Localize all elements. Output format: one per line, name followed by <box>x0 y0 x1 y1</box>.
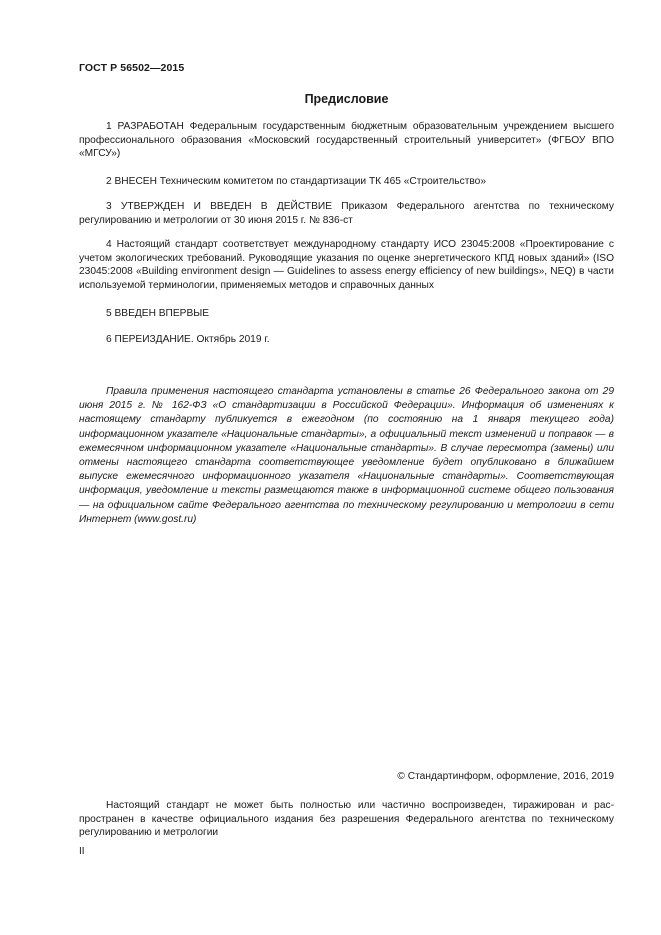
page-number: II <box>79 846 85 857</box>
copyright-line: © Стандартинформ, оформление, 2016, 2019 <box>397 771 614 782</box>
reproduction-notice: Настоящий стандарт не может быть полностью или частично воспроизведен, тиражирован и распространен в качестве официального издания без разрешения Федерального агентства по техническому регулированию и метрологии <box>79 800 614 839</box>
foreword-item-5: 5 ВВЕДЕН ВПЕРВЫЕ <box>106 308 210 319</box>
foreword-item-3: 3 УТВЕРЖДЕН И ВВЕДЕН В ДЕЙСТВИЕ Приказом Федерального агентства по техническому регулированию и метрологии от 30 июня 2015 г. № 836-ст <box>79 201 614 226</box>
foreword-item-1: 1 РАЗРАБОТАН Федеральным государственным бюджетным образовательным учреждением высшего профессионального образования «Московский государственный строительный университет» (ФГБОУ ВПО «МГСУ») <box>79 121 614 160</box>
foreword-item-6: 6 ПЕРЕИЗДАНИЕ. Октябрь 2019 г. <box>106 334 270 345</box>
section-title: Предисловие <box>304 92 389 106</box>
document-id-header: ГОСТ Р 56502—2015 <box>79 62 185 74</box>
application-notice: Правила применения настоящего стандарта установлены в статье 26 Федерального закона от 29 июня 2015 г. № 162-ФЗ «О стандартизации в Российской Федерации». Информация об изменениях к настоящему стандарту публикуется в ежегодном (по состоянию на 1 января текущего года) информационном указателе «Национальные стандарты», а официальный текст изменений и поправок — в ежемесячном информационном указателе «Национальные стандарты». В случае пересмотра (замены) или отмены настоящего стандарта соответствующее уведомление будет опубликовано в ближайшем выпуске ежемесячного информационного указателя «Национальные стандарты». Соответствующая информация, уведомление и тексты размещаются также в информационной системе общего пользования — на официальном сайте Федерального агентства по техническому регулированию и метрологии в сети Интернет (www.gost.ru) <box>79 386 614 525</box>
foreword-item-2: 2 ВНЕСЕН Техническим комитетом по стандартизации ТК 465 «Строительство» <box>106 176 486 187</box>
foreword-item-4: 4 Настоящий стандарт соответствует международному стандарту ИСО 23045:2008 «Проектирование с учетом экологических требований. Руководящие указания по оценке энергетического КПД новых зданий» (ISO 23045:2008 «Building environment design — Guidelines to assess energy efficiency of new buildings», NEQ) в части используемой терминологии, применяемых методов и справочных данных <box>79 239 614 291</box>
